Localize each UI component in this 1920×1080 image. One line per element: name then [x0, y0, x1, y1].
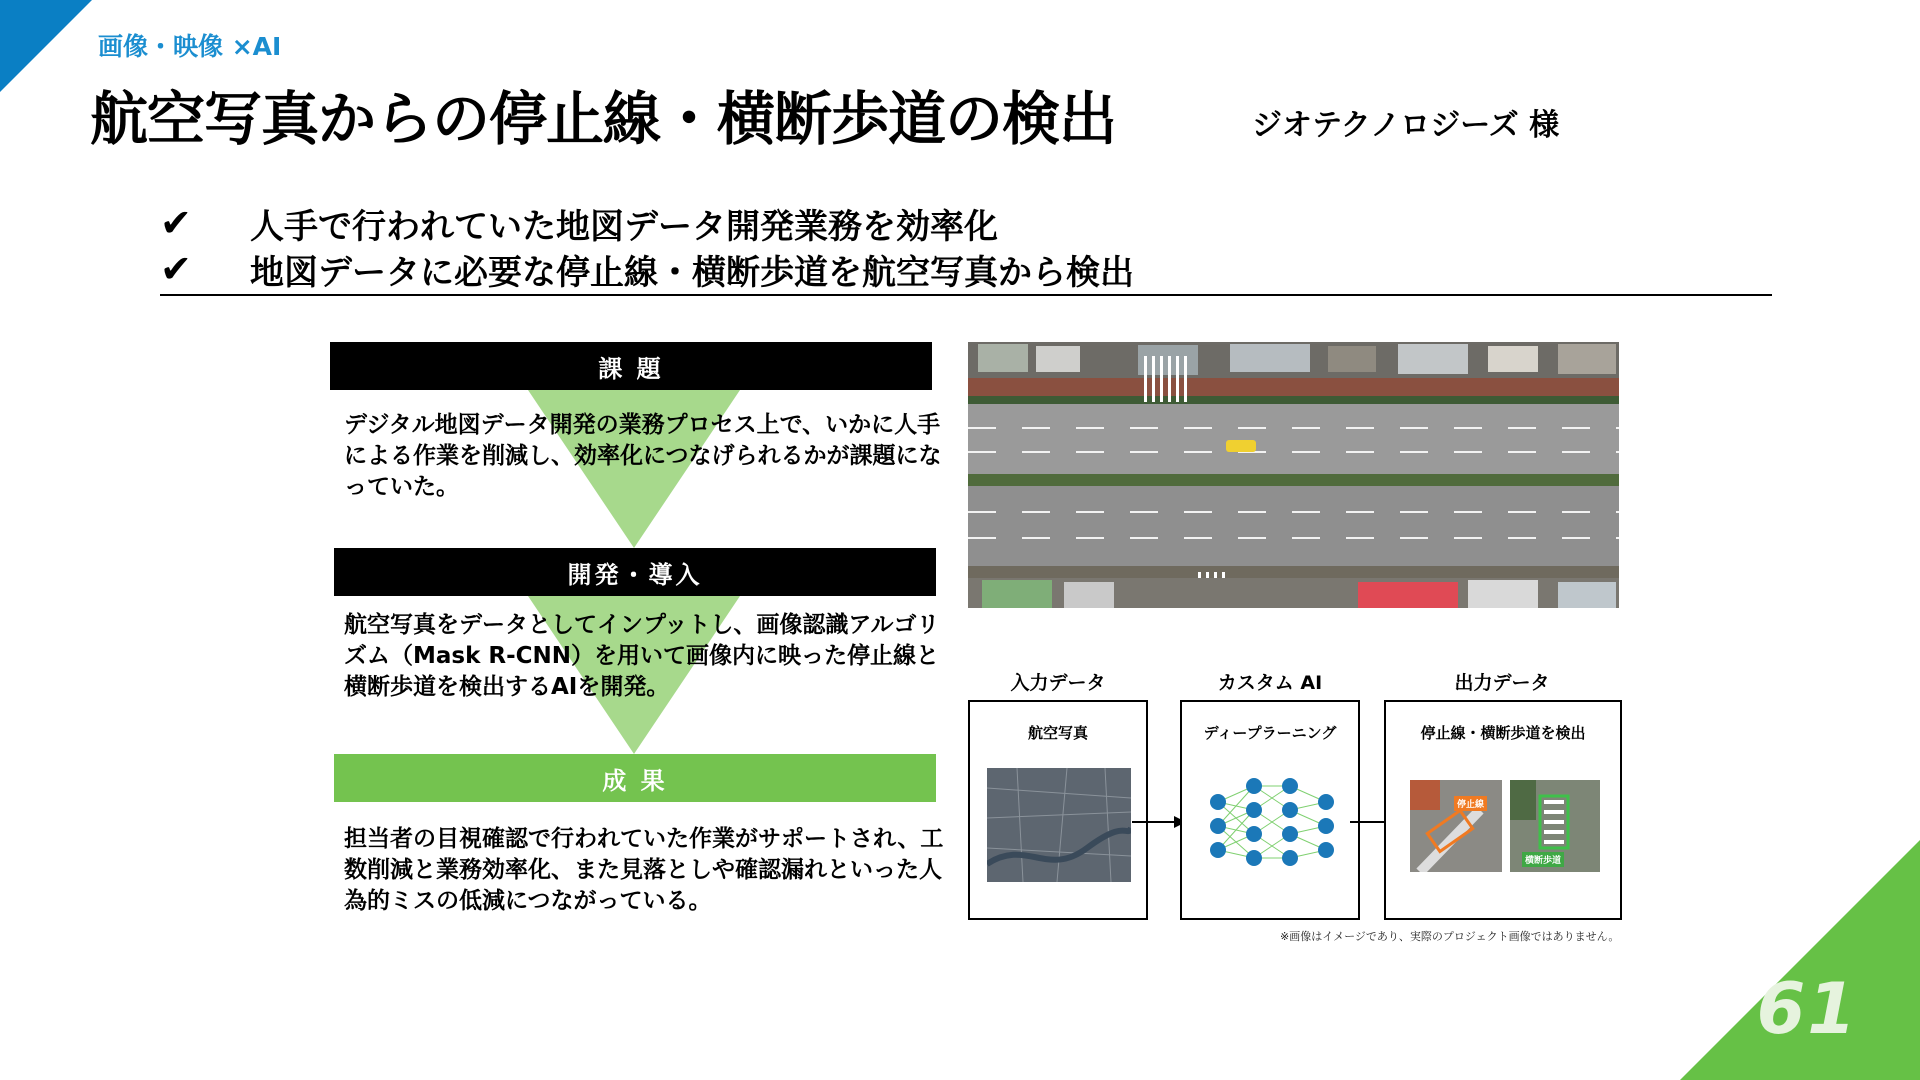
input-data-box: [968, 700, 1148, 920]
image-disclaimer: ※画像はイメージであり、実際のプロジェクト画像ではありません。: [1280, 930, 1620, 943]
stage-heading-result: 成 果: [334, 754, 936, 802]
aerial-thumbnail: [987, 768, 1131, 882]
bullet-item: [160, 246, 1134, 292]
summary-bullets: [160, 200, 1134, 292]
output-caption: 停止線・横断歩道を検出: [1420, 724, 1586, 742]
stop-line-tag: 停止線: [1454, 796, 1487, 811]
detection-thumbnail-crosswalk: [1510, 780, 1600, 872]
stage-heading-challenge: 課 題: [330, 342, 932, 390]
arrow-right-icon: [1132, 814, 1186, 830]
output-data-box: [1384, 700, 1622, 920]
bullet-text: 人手で行われていた地図データ開発業務を効率化: [250, 206, 998, 247]
detection-thumbnail-stop-line: [1410, 780, 1502, 872]
stage-text-development: 航空写真をデータとしてインプットし、画像認識アルゴリズム（Mask R-CNN）を用いて画像内に映った停止線と横断歩道を検出するAIを開発。: [344, 612, 940, 700]
pipeline-label-model: カスタム AI: [1217, 672, 1323, 694]
page-number: 61: [1756, 968, 1858, 1050]
page-title: 航空写真からの停止線・横断歩道の検出: [90, 85, 1117, 153]
crosswalk-tag: 横断歩道: [1522, 852, 1564, 867]
stage-heading-development: 開発・導入: [334, 548, 936, 596]
model-caption: ディープラーニング: [1203, 724, 1337, 742]
check-icon: ✔: [160, 201, 192, 245]
pipeline-label-output: 出力データ: [1454, 672, 1550, 694]
neural-network-icon: [1200, 772, 1344, 882]
category-label: 画像・映像 ×AI: [98, 32, 282, 61]
pipeline-label-input: 入力データ: [1010, 672, 1106, 694]
bullet-text: 地図データに必要な停止線・横断歩道を航空写真から検出: [250, 252, 1134, 293]
bullet-item: [160, 200, 1134, 246]
stage-text-result: 担当者の目視確認で行われていた作業がサポートされ、工数削減と業務効率化、また見落としや確認漏れといった人為的ミスの低減につながっている。: [344, 826, 944, 914]
corner-decoration-top-left: [0, 0, 92, 92]
stage-text-challenge: デジタル地図データ開発の業務プロセス上で、いかに人手による作業を削減し、効率化につなげられるかが課題になっていた。: [344, 412, 942, 500]
divider: [160, 294, 1772, 296]
check-icon: ✔: [160, 247, 192, 291]
input-caption: 航空写真: [1027, 724, 1088, 742]
aerial-photo: [968, 342, 1619, 608]
client-name: ジオテクノロジーズ 様: [1252, 108, 1560, 143]
model-box: [1180, 700, 1360, 920]
